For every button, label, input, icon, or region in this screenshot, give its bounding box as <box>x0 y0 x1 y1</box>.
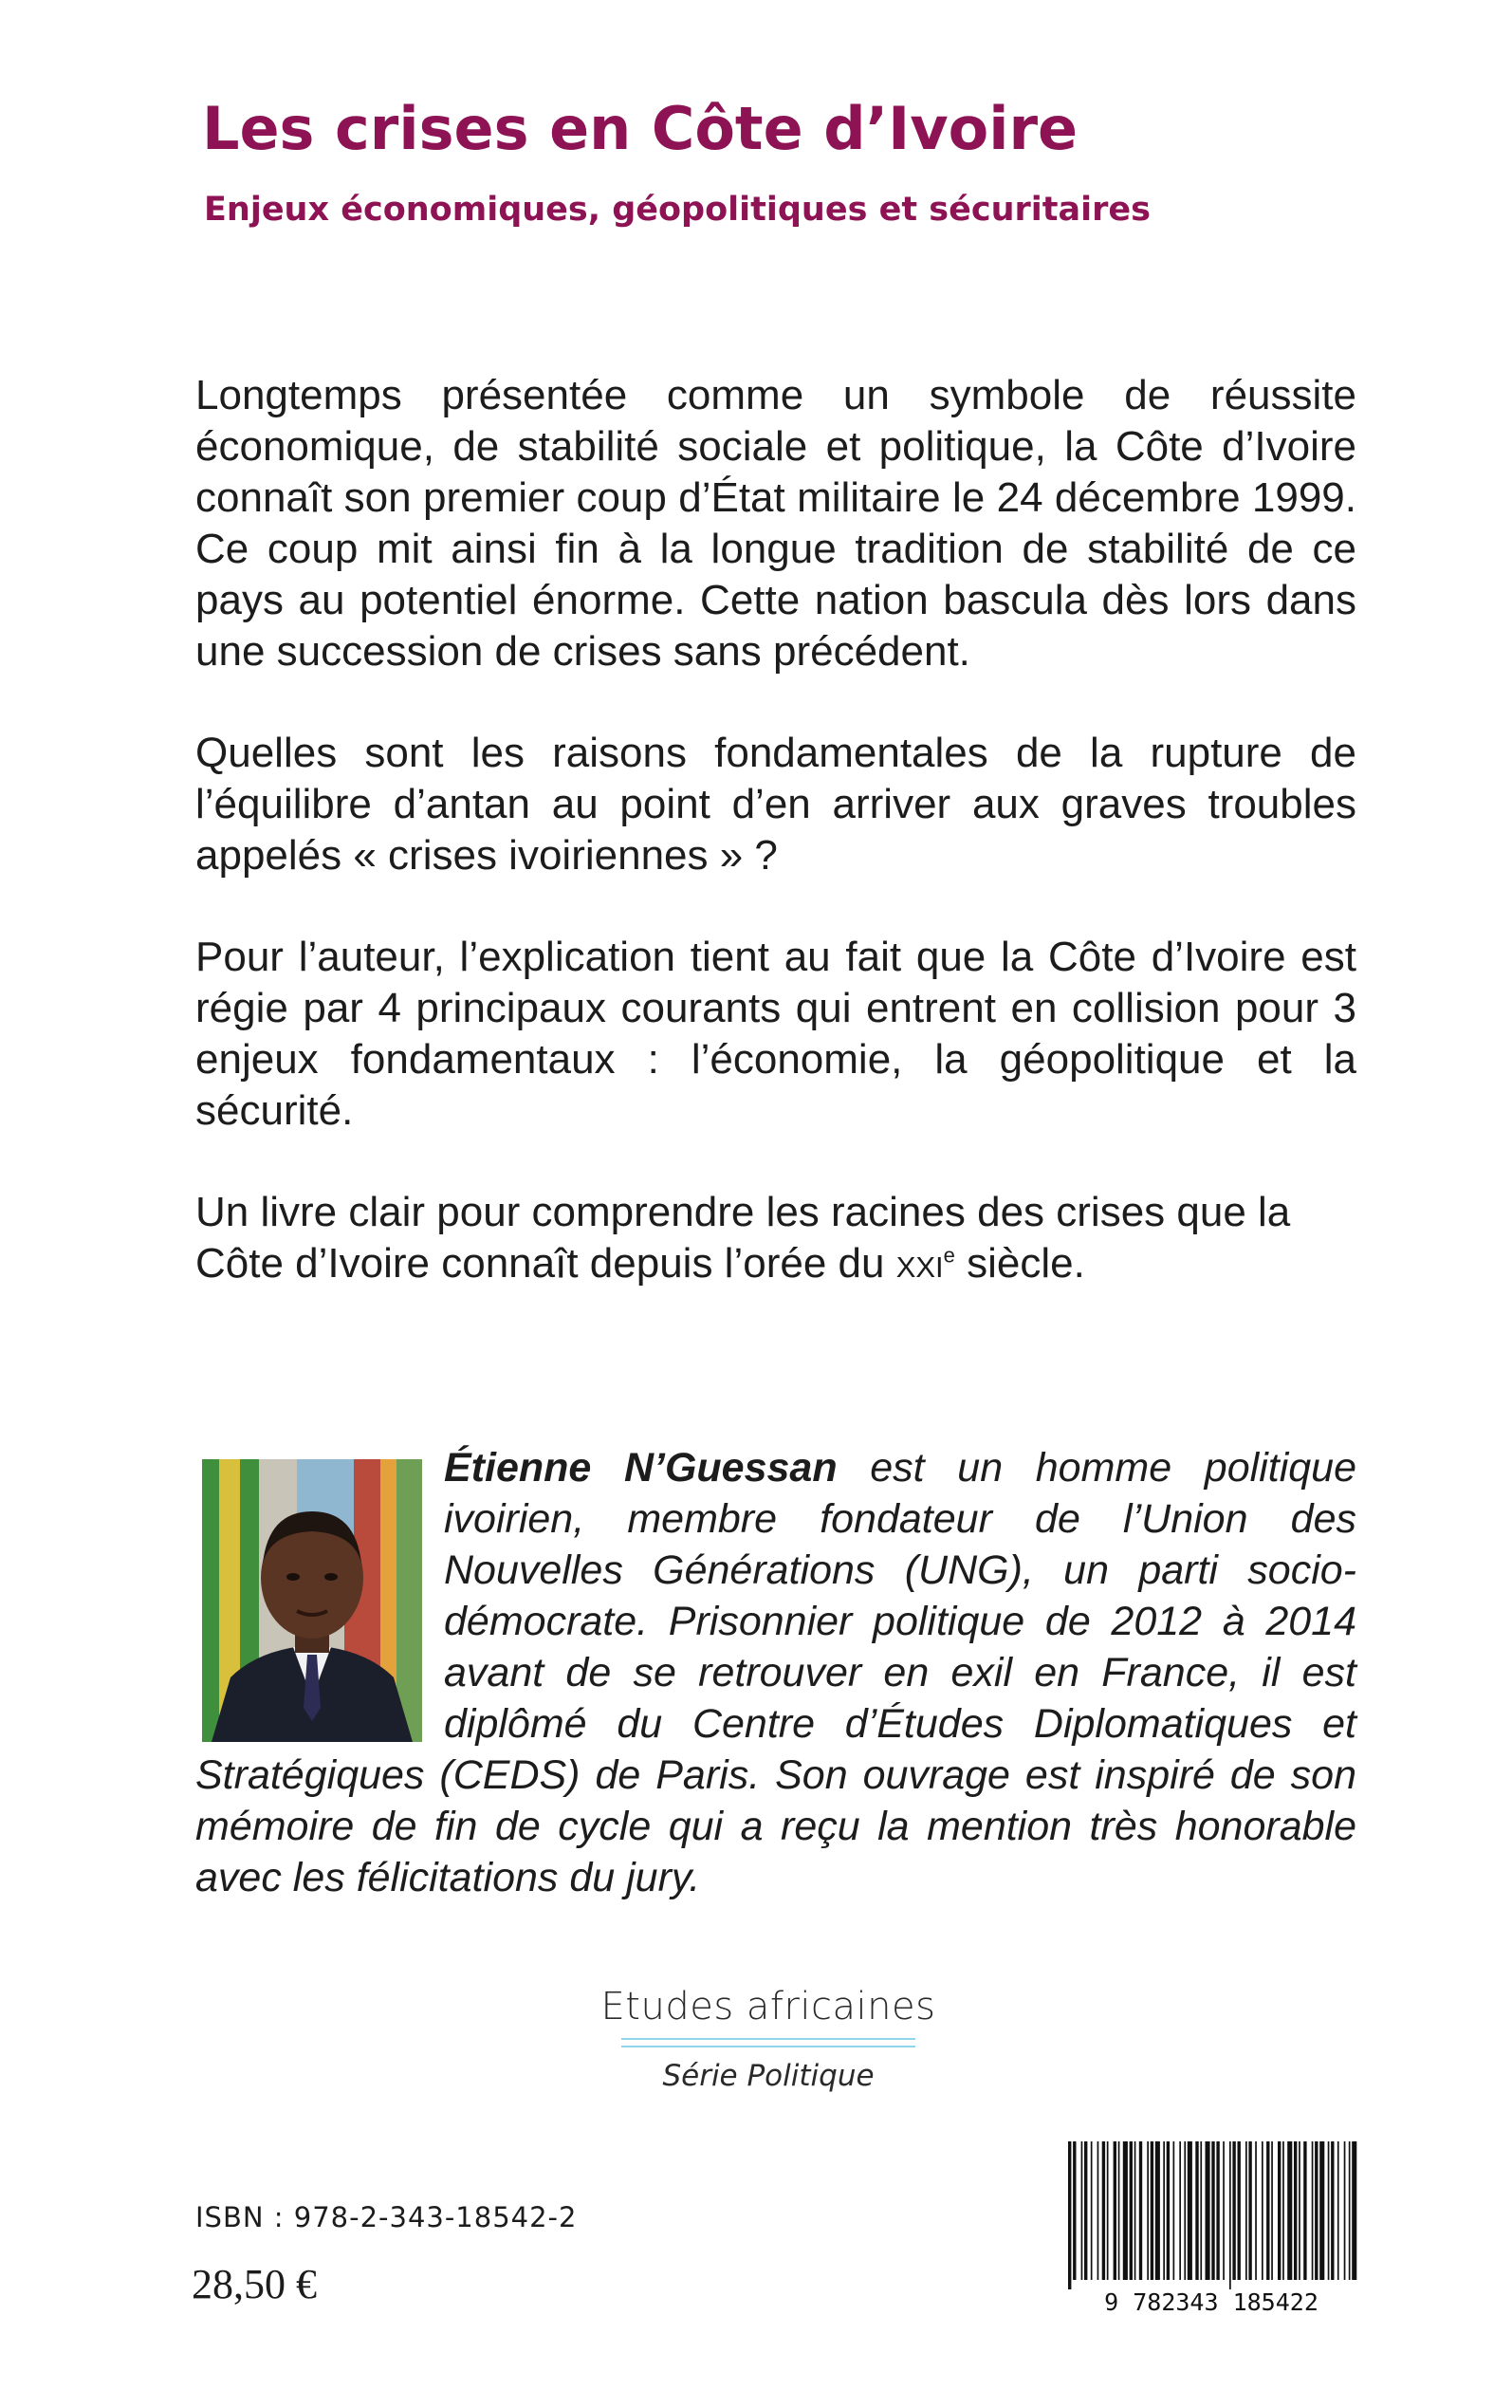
barcode-bar <box>1114 2141 1116 2280</box>
barcode-bar <box>1200 2141 1202 2280</box>
barcode-bar <box>1337 2141 1339 2280</box>
series-imprint <box>569 1985 968 2093</box>
barcode-bar <box>1167 2141 1170 2280</box>
barcode-bar <box>1245 2141 1247 2280</box>
photo-wrap-space <box>195 1442 444 1736</box>
barcode-bar <box>1229 2141 1231 2289</box>
barcode-bar <box>1282 2141 1284 2280</box>
barcode-bar <box>1118 2141 1120 2280</box>
barcode <box>1062 2138 1361 2318</box>
barcode-bar <box>1073 2141 1076 2280</box>
barcode-bar <box>1097 2141 1099 2280</box>
barcode-bar <box>1271 2141 1273 2280</box>
barcode-bar <box>1211 2141 1214 2280</box>
barcode-bar <box>1151 2141 1153 2280</box>
barcode-bar <box>1147 2141 1149 2280</box>
barcode-bar <box>1331 2141 1334 2280</box>
blurb-paragraph-1: Longtemps présentée comme un symbole de réussite économique, de stabilité sociale et politique, la Côte d’Ivoire connaît son premier coup d’État militaire le 24 décembre 1999. Ce coup mit ainsi fin à la longue tradition de stabilité de ce pays au potentiel énorme. Cette nation bascula dès lors dans une succession de crises sans précédent. <box>195 372 1356 675</box>
barcode-bar <box>1163 2141 1165 2280</box>
book-subtitle: Enjeux économiques, géopolitiques et sécuritaires <box>204 191 1151 229</box>
barcode-bar <box>1223 2141 1225 2280</box>
barcode-bar <box>1238 2141 1241 2280</box>
author-bio-text: est un homme politique ivoirien, membre fondateur de l’Union des Nouvelles Générations (UNG), un parti socio-démocrate. Prisonnier politique de 2012 à 2014 avant de se retrouver en exil en France, il est diplômé du Centre d’Études Diplomatiques et Stratégiques (CEDS) de Paris. Son ouvrage est inspiré de son mémoire de fin de cycle qui a reçu la mention très honorable avec les félicitations du jury. <box>195 1445 1356 1900</box>
barcode-bar <box>1139 2141 1142 2280</box>
barcode-bar <box>1091 2141 1093 2280</box>
barcode-bar <box>1102 2141 1105 2280</box>
barcode-bar <box>1188 2141 1192 2280</box>
barcode-bar <box>1255 2141 1257 2280</box>
barcode-bar <box>1248 2141 1251 2280</box>
barcode-bar <box>1278 2141 1281 2280</box>
author-bio <box>195 1442 1356 1903</box>
book-title: Les crises en Côte d’Ivoire <box>202 94 1079 163</box>
barcode-bar <box>1294 2141 1297 2280</box>
series-subtitle: Série Politique <box>662 2059 875 2093</box>
barcode-bar <box>1349 2141 1351 2280</box>
barcode-bar <box>1216 2141 1219 2280</box>
barcode-bar <box>1232 2141 1235 2280</box>
barcode-bar <box>1319 2141 1324 2280</box>
barcode-bar <box>1184 2141 1186 2280</box>
barcode-bar <box>1312 2141 1314 2280</box>
barcode-bar <box>1315 2141 1318 2280</box>
barcode-bar <box>1206 2141 1210 2280</box>
barcode-bar <box>1195 2141 1198 2280</box>
barcode-bar <box>1130 2141 1133 2280</box>
barcode-bar <box>1266 2141 1269 2280</box>
barcode-bar <box>1134 2141 1136 2280</box>
barcode-bar <box>1328 2141 1330 2280</box>
barcode-bar <box>1179 2141 1181 2280</box>
barcode-bar <box>1262 2141 1263 2280</box>
barcode-bar <box>1107 2141 1109 2280</box>
barcode-digits: 9 782343 185422 <box>1104 2288 1318 2316</box>
blurb <box>195 370 1356 1340</box>
barcode-bar <box>1299 2141 1300 2280</box>
blurb-paragraph-2: Quelles sont les raisons fondamentales de la rupture de l’équilibre d’antan au point d’en arriver aux graves troubles appelés « crises ivoiriennes » ? <box>195 730 1356 879</box>
barcode-bar <box>1303 2141 1306 2280</box>
closing-text-end: siècle. <box>954 1240 1085 1287</box>
blurb-paragraph-3: Pour l’auteur, l’explication tient au fait que la Côte d’Ivoire est régie par 4 principaux courants qui entrent en collision pour 3 enjeux fondamentaux : l’économie, la géopolitique et la sécurité. <box>195 934 1356 1134</box>
barcode-bar <box>1123 2141 1128 2280</box>
century-superscript: e <box>943 1243 955 1268</box>
blurb-paragraph-4 <box>195 1187 1356 1289</box>
barcode-bar <box>1344 2141 1346 2280</box>
barcode-bar <box>1084 2141 1087 2280</box>
barcode-bar <box>1173 2141 1175 2280</box>
series-name: Etudes africaines <box>600 1985 936 2028</box>
barcode-bar <box>1287 2141 1292 2280</box>
barcode-bar <box>1352 2141 1356 2280</box>
series-divider <box>621 2038 915 2047</box>
price: 28,50 € <box>192 2261 317 2307</box>
barcode-bar <box>1068 2141 1071 2289</box>
century-numeral: xxi <box>895 1240 944 1287</box>
barcode-bar <box>1155 2141 1160 2280</box>
author-name: Étienne N’Guessan <box>444 1445 838 1491</box>
isbn: ISBN : 978-2-343-18542-2 <box>195 2201 578 2233</box>
closing-text-start: Un livre clair pour comprendre les racines des crises que la Côte d’Ivoire connaît depuis l’orée du <box>195 1189 1291 1287</box>
barcode-bar <box>1081 2141 1083 2280</box>
